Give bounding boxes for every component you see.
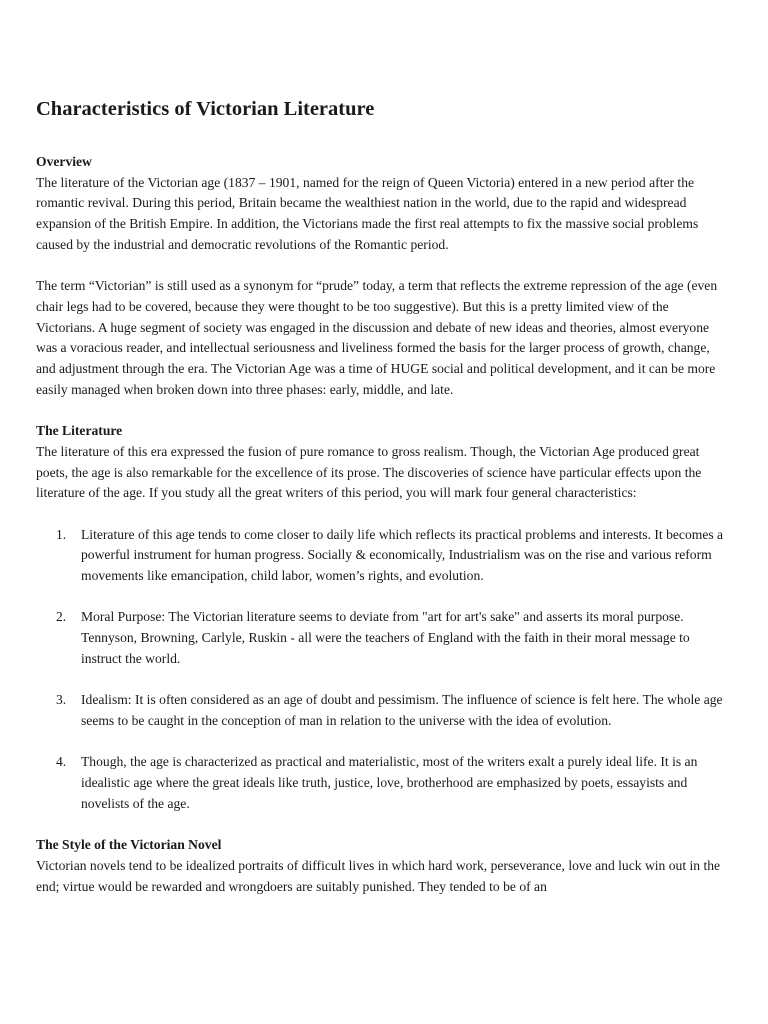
list-item (36, 607, 730, 669)
style-paragraph: Victorian novels tend to be idealized portraits of difficult lives in which hard work, perseverance, love and luck win out in the end; virtue would be rewarded and wrongdoers are suitably punished. They tended to be of an (36, 857, 721, 894)
overview-heading: Overview (36, 154, 92, 169)
overview-paragraph-2: The term “Victorian” is still used as a synonym for “prude” today, a term that reflects the extreme repression of the age (even chair legs had to be covered, because they were thought to be too suggestive). But this is a pretty limited view of the Victorians. A huge segment of society was engaged in the discussion and debate of new ideas and theories, almost everyone was a voracious reader, and intellectual seriousness and liveliness formed the basis for the larger process of growth, change, and adjustment through the era. The Victorian Age was a time of HUGE social and political development, and it can be more easily managed when broken down into three phases: early, middle, and late. (36, 278, 718, 397)
list-item-number: 1. (56, 526, 67, 542)
style-heading: The Style of the Victorian Novel (36, 837, 222, 853)
list-item-number: 2. (56, 609, 67, 625)
page-title: Characteristics of Victorian Literature (36, 98, 375, 120)
list-item-text: Idealism: It is often considered as an age of doubt and pessimism. The influence of science is felt here. The whole age seems to be caught in the conception of man in relation to the universe with the idea of evolution. (81, 692, 723, 728)
paragraph-spacer (36, 504, 730, 525)
list-item (36, 752, 730, 814)
overview-paragraph-1: The literature of the Victorian age (1837 – 1901, named for the reign of Queen Victoria) entered in a new period after the romantic revival. During this period, Britain became the wealthiest nation in the world, due to the rapid and widespread expansion of the British Empire. In addition, the Victorians made the first real attempts to fix the massive social problems caused by the industrial and democratic revolutions of the Romantic period. (36, 174, 699, 252)
list-item-text: Literature of this age tends to come closer to daily life which reflects its practical problems and interests. It becomes a powerful instrument for human progress. Socially & economically, Industrialism was on the rise and various reform movements like emancipation, child labor, women’s rights, and evolution. (81, 526, 724, 584)
characteristics-list (36, 525, 730, 815)
paragraph-spacer (36, 400, 730, 421)
literature-heading: The Literature (36, 423, 123, 439)
list-item-text: Though, the age is characterized as practical and materialistic, most of the writers exalt a purely ideal life. It is an idealistic age where the great ideals like truth, justice, love, brotherhood are emphasized by poets, essayists and novelists of the age. (81, 754, 698, 811)
paragraph-spacer (36, 256, 730, 277)
document-body (36, 152, 730, 897)
list-item-number: 4. (56, 754, 67, 770)
list-item-text: Moral Purpose: The Victorian literature seems to deviate from "art for art's sake" and asserts its moral purpose. Tennyson, Browning, Carlyle, Ruskin - all were the teachers of England with the faith in their moral message to instruct the world. (81, 609, 690, 666)
list-item (36, 690, 730, 731)
literature-intro: The literature of this era expressed the fusion of pure romance to gross realism. Though, the Victorian Age produced great poets, the age is also remarkable for the excellence of its prose. The discoveries of science have particular effects upon the literature of the age. If you study all the great writers of this period, you will mark four general characteristics: (36, 443, 702, 501)
list-item (36, 525, 730, 587)
list-item-number: 3. (56, 692, 67, 708)
